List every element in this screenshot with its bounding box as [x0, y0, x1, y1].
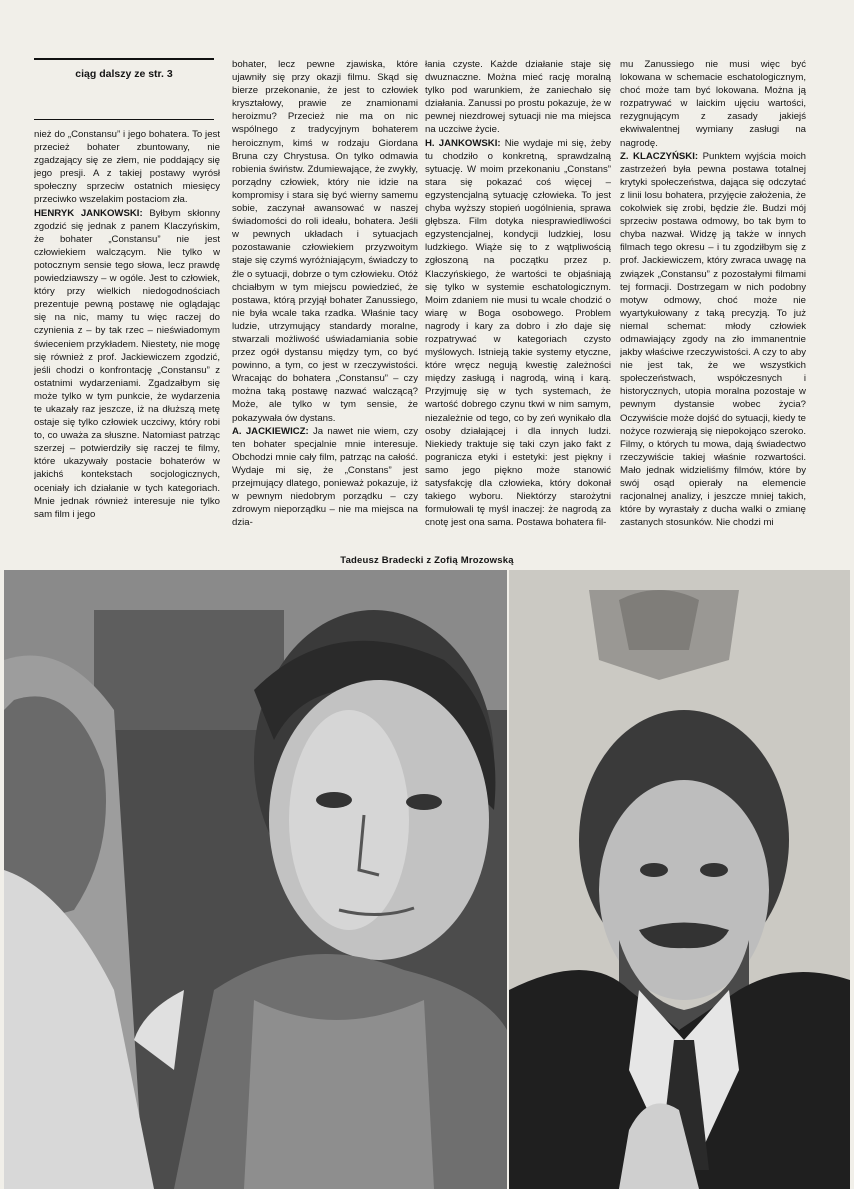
paragraph — [620, 58, 806, 150]
paragraph-text: Byłbym skłonny zgodzić się jednak z panem Klaczyńskim, że bohater „Constansu” nie jest człowiekiem walczącym. Nie tylko w potocznym sensie tego słowa, lecz prawdę powiedziawszy – w ogóle. Jest to człowiek, który przy wielkich niedogodnościach prezentuje pewną postawę nie oglądając się na nic, mamy tu więc raczej do czynienia z – by tak rzec – nieświadomym świeceniem przykładem. Niestety, nie mogę się również z prof. Jackiewiczem zgodzić, jeśli chodzi o konfrontację „Constansu” z ostatnimi wydarzeniami. Zgadzałbym się może tylko w tym punkcie, że wydarzenia te ukazały raz jeszcze, iż na dłuższą metę ostaje się tylko człowiek uczciwy, który robi to, co uważa za słuszne. Natomiast patrząc szerzej – potwierdziły się raczej te filmy, które ukazywały postacie bohaterów w jakichś kontekstach socjologicznych, oceniały ich działanie w tych kategoriach. Mnie jednak również interesuje nie tylko sam film i jego — [34, 207, 220, 520]
continuation-label: ciąg dalszy ze str. 3 — [75, 68, 173, 80]
photo-left — [4, 570, 507, 1189]
text-column-3 — [425, 58, 611, 546]
paragraph-text: Ja nawet nie wiem, czy ten bohater specjalnie mnie interesuje. Obchodzi mnie cały film, patrząc na całość. Wydaje mi się, że „Constans” jest przejmujący dlatego, ponieważ pokazuje, iż w pewnym niedobrym porządku – czy zdrowym nieporządku – nie ma miejsca na dzia- — [232, 425, 418, 529]
paragraph-text: mu Zanussiego nie musi więc być lokowana w schemacie eschatologicznym, choć może tam być lokowana. Można ją rozpatrywać w laickim ujęciu wartości, rezygnującym z zasady jakiejś ekwiwalentnej wymiany zasługi na nagrodę. — [620, 59, 806, 149]
text-column-1 — [34, 58, 220, 546]
speaker-name: H. JANKOWSKI: — [425, 137, 505, 149]
paragraph — [425, 58, 611, 137]
paragraph — [620, 150, 806, 530]
paragraph — [425, 137, 611, 530]
paragraph-text: nież do „Constansu” i jego bohatera. To jest przecież bohater zbuntowany, nie zgadzający się ze złem, nie poddający się jego presji. A z takiej postawy wyrósł społeczny sprzeciw ostatnich miesięcy przeciwko wszelakim postaciom zła. — [34, 129, 220, 206]
photo-right — [509, 570, 850, 1189]
speaker-name: Z. KLACZYŃSKI: — [620, 150, 703, 162]
paragraph — [232, 425, 418, 530]
paragraph-text: Nie wydaje mi się, żeby tu chodziło o konkretną, sprawdzalną sytuację. W moim przekonaniu „Constans” stara się pokazać coś więcej – egzystencjalną sytuację człowieka. To jest chyba wyższy stopień uogólnienia, sprawa głębsza. Film dotyka niesprawiedliwości egzystencjalnej, kondycji ludzkiej, losu ludzkiego. Wiąże się to z wątpliwością zgłoszoną na początku przez p. Klaczyńskiego, że wartości te objaśniają się tylko w systemie eschatologicznym. Moim zdaniem nie musi tu wcale chodzić o wiarę w Boga osobowego. Problem nagrody i kary za dobro i zło daje się rozpatrywać w kategoriach czysto myślowych. Istnieją takie systemy etyczne, które wręcz negują kwestię zależności między zasługą i nagrodą, winą i karą. Przyjmuję się w tych systemach, że wartość dobrego czynu tkwi w nim samym, niezależnie od tego, co by zeń wynikało dla osoby działającej i dla innych ludzi. Niekiedy traktuje się taki czyn jako fakt z pogranicza etyki i estetyki: jest piękny i samo jego piękno może stanowić satysfakcję dla człowieka, który dokonał takiego wyboru. Niektórzy starożytni formułowali tę myśl inaczej: że nagrodą za cnotę jest ona sama. Postawa bohatera fil- — [425, 137, 611, 529]
speaker-name: HENRYK JANKOWSKI: — [34, 207, 150, 219]
paragraph — [34, 128, 220, 207]
photo-caption: Tadeusz Bradecki z Zofią Mrozowską — [340, 555, 514, 566]
text-column-4 — [620, 58, 806, 546]
paragraph — [34, 207, 220, 521]
paragraph — [232, 58, 418, 425]
photo-left-illustration — [4, 570, 507, 1189]
photo-right-illustration — [509, 570, 850, 1189]
paragraph-text: Punktem wyjścia moich zastrzeżeń była pewna postawa totalnej krytyki społeczeństwa, dająca się odczytać z linii losu bohatera, przyjęcie założenia, że cokolwiek się zrobi, będzie źle. Budzi mój sprzeciw postawa odmowy, bo tak bym to chyba nazwał. Widzę ją także w innych filmach tego okresu – i tu zgodziłbym się z prof. Jackiewiczem, który zwraca uwagę na związek „Constansu” z pozostałymi filmami tej formacji. Dostrzegam w nich podobny motyw odmowy, choć może nie wyartykułowany z taką precyzją. To już niemal schemat: młody człowiek odmawiający zgody na zło immanentnie jakby właściwe rzeczywistości. A czy to aby nie jest tak, że we wszystkich społeczeństwach, współczesnych i historycznych, utopia moralna pozostaje w pewnym dystansie wobec życia? Oczywiście może dojść do sytuacji, kiedy te nożyce rozwierają się niepokojąco szeroko. Filmy, o których tu mowa, dają świadectwo rzeczywiście takiej właśnie rozwartości. Mało jednak widzieliśmy filmów, które by swój osąd opierały na elemencie racjonalnej analizy, i jeszcze mniej takich, które by wyrastały z ducha walki o zmianę zastanych stosunków. Nie chodzi mi — [620, 150, 806, 529]
text-column-2 — [232, 58, 418, 546]
paragraph-text: łania czyste. Każde działanie staje się dwuznaczne. Można mieć rację moralną tylko pod warunkiem, że zaniechało się działania. Zanussi po prostu pokazuje, że w pewnej niezdrowej sytuacji nie ma miejsca na uczciwe życie. — [425, 59, 611, 136]
paragraph-text: bohater, lecz pewne zjawiska, które ujawniły się przy okazji filmu. Skąd się bierze przekonanie, że jest to człowiek kryształowy, prawie ze znamionami heroizmu? Przecież nie ma on nic wspólnego z tradycyjnym bohaterem heroicznym, kimś w rodzaju Giordana Bruna czy Chrystusa. On tylko odmawia robienia świństw. Zdumiewające, że zwykły, porządny człowiek, który nie idzie na kompromisy i stara się być wierny samemu sobie, zaczynał awansować w naszej świadomości do roli ideału, bohatera. Jeśli w pewnych układach i sytuacjach pozostawanie człowiekiem przyzwoitym staje się czymś wyróżniającym, świadczy to źle o sytuacji, dobrze o tym człowieku. Otóż chciałbym w tym miejscu powiedzieć, że postawa, którą przyjął bohater Zanussiego, nie była wcale taka rzadka. Właśnie tacy ludzie, utrzymujący standardy moralne, stwarzali możliwość uświadamiania sobie przez ogół dystansu między tym, co być powinno, a tym, co jest w rzeczywistości. Wracając do bohatera „Constansu” – czy można taką postawę nazwać walczącą? Może, ale tylko w tym sensie, że pokazywała ów dystans. — [232, 59, 418, 424]
speaker-name: A. JACKIEWICZ: — [232, 425, 313, 437]
